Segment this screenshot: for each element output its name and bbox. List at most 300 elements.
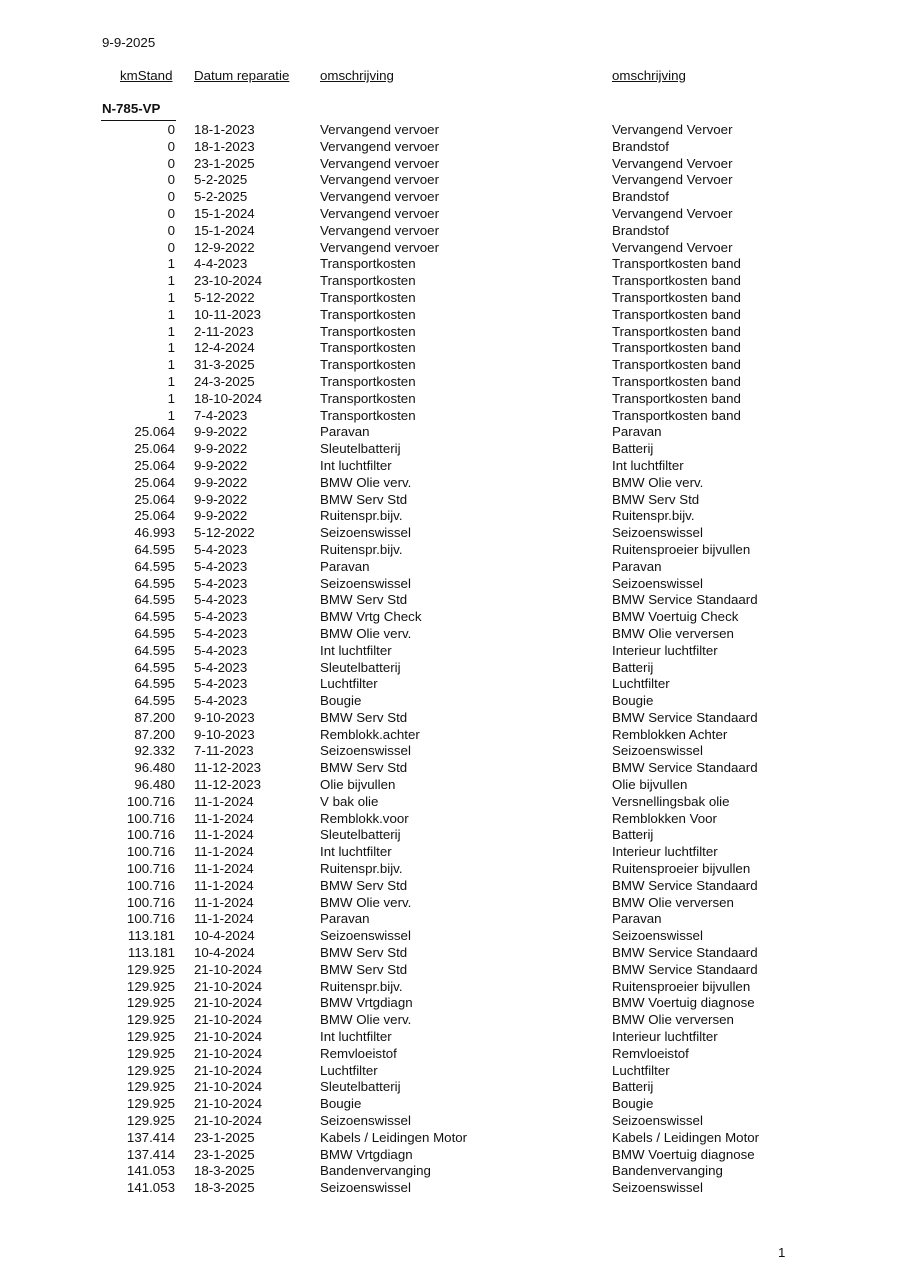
description-full-cell: Transportkosten band (612, 357, 741, 373)
date-cell: 11-1-2024 (194, 844, 254, 860)
description-full-cell: Luchtfilter (612, 1062, 670, 1078)
date-cell: 12-9-2022 (194, 239, 255, 255)
table-row (0, 895, 905, 912)
description-full-cell: Remblokken Voor (612, 810, 717, 826)
description-full-cell: Int luchtfilter (612, 457, 684, 473)
table-row (0, 1163, 905, 1180)
table-row (0, 609, 905, 626)
description-cell: Vervangend vervoer (320, 122, 440, 137)
description-cell: Bougie (320, 1096, 362, 1112)
km-cell: 1 (167, 340, 175, 356)
description-cell: BMW Serv Std (320, 961, 408, 977)
km-cell: 0 (167, 155, 175, 171)
km-cell: 137.414 (126, 1146, 175, 1162)
table-row (0, 743, 905, 760)
date-cell: 9-9-2022 (194, 424, 248, 440)
description-full-cell: Batterij (612, 827, 654, 843)
table-row (0, 424, 905, 441)
table-row (0, 189, 905, 206)
table-row (0, 1063, 905, 1080)
km-cell: 0 (167, 205, 175, 221)
description-cell: Transportkosten (320, 357, 416, 373)
table-row (0, 139, 905, 156)
description-full-cell: Interieur luchtfilter (612, 844, 718, 860)
km-cell: 0 (167, 222, 175, 238)
description-full-cell: Seizoenswissel (612, 1113, 703, 1129)
km-cell: 100.716 (126, 793, 175, 809)
description-full-cell: BMW Voertuig diagnose (612, 1146, 755, 1162)
date-cell: 21-10-2024 (194, 1079, 263, 1095)
km-cell: 64.595 (134, 676, 175, 692)
description-cell: Luchtfilter (320, 1062, 378, 1078)
date-cell: 18-10-2024 (194, 390, 263, 406)
km-cell: 113.181 (127, 945, 175, 961)
date-cell: 2-11-2023 (194, 323, 254, 339)
date-cell: 5-2-2025 (194, 189, 248, 205)
description-full-cell: Ruitensproeier bijvullen (612, 978, 751, 994)
description-full-cell: Transportkosten band (612, 407, 741, 423)
km-cell: 129.925 (126, 1062, 175, 1078)
description-cell: Int luchtfilter (320, 642, 392, 658)
date-cell: 11-1-2024 (194, 911, 254, 927)
date-cell: 24-3-2025 (194, 373, 255, 389)
description-full-cell: Remvloeistof (612, 1045, 689, 1061)
table-row (0, 542, 905, 559)
description-cell: Vervangend vervoer (320, 172, 440, 188)
table-row (0, 391, 905, 408)
km-cell: 92.332 (134, 743, 175, 759)
km-cell: 100.716 (126, 810, 175, 826)
km-cell: 64.595 (134, 541, 175, 557)
table-row (0, 727, 905, 744)
description-full-cell: Transportkosten band (612, 256, 741, 272)
description-cell: Transportkosten (320, 306, 416, 322)
description-full-cell: Versnellingsbak olie (612, 793, 730, 809)
km-cell: 100.716 (126, 827, 175, 843)
table-row (0, 710, 905, 727)
description-cell: BMW Olie verv. (320, 625, 412, 641)
description-cell: Sleutelbatterij (320, 1079, 401, 1095)
description-cell: Kabels / Leidingen Motor (320, 1129, 468, 1145)
header-description-2: omschrijving (612, 68, 686, 83)
table-row (0, 408, 905, 425)
description-full-cell: Batterij (612, 659, 654, 675)
description-full-cell: BMW Olie verv. (612, 474, 704, 490)
description-full-cell: Bandenvervanging (612, 1163, 723, 1179)
date-cell: 7-4-2023 (194, 407, 248, 423)
header-date: Datum reparatie (194, 68, 290, 83)
date-cell: 21-10-2024 (194, 1096, 263, 1112)
km-cell: 100.716 (126, 844, 175, 860)
km-cell: 64.595 (134, 642, 175, 658)
description-full-cell: Batterij (612, 1079, 654, 1095)
km-cell: 1 (167, 256, 175, 272)
table-row (0, 307, 905, 324)
table-row (0, 525, 905, 542)
date-cell: 5-4-2023 (194, 609, 248, 625)
description-full-cell: Transportkosten band (612, 390, 741, 406)
date-cell: 10-11-2023 (194, 306, 262, 322)
date-cell: 9-10-2023 (194, 726, 255, 742)
description-full-cell: Brandstof (612, 189, 669, 205)
description-full-cell: Luchtfilter (612, 676, 670, 692)
table-row (0, 945, 905, 962)
description-cell: Paravan (320, 911, 370, 927)
description-cell: BMW Serv Std (320, 945, 408, 961)
date-cell: 5-4-2023 (194, 575, 248, 591)
date-cell: 21-10-2024 (194, 961, 263, 977)
date-cell: 5-4-2023 (194, 541, 248, 557)
description-cell: Olie bijvullen (320, 777, 396, 793)
table-row (0, 995, 905, 1012)
km-cell: 1 (167, 273, 175, 289)
date-cell: 9-9-2022 (194, 441, 248, 457)
description-cell: Paravan (320, 424, 370, 440)
description-full-cell: BMW Olie verversen (612, 625, 734, 641)
date-cell: 23-1-2025 (194, 1146, 255, 1162)
table-row (0, 811, 905, 828)
description-cell: Vervangend vervoer (320, 155, 440, 171)
table-row (0, 240, 905, 257)
description-cell: BMW Serv Std (320, 491, 408, 507)
table-row (0, 122, 905, 139)
table-row (0, 1147, 905, 1164)
table-row (0, 273, 905, 290)
table-row (0, 1113, 905, 1130)
date-cell: 9-9-2022 (194, 474, 248, 490)
km-cell: 64.595 (134, 592, 175, 608)
date-cell: 10-4-2024 (194, 928, 255, 944)
repair-table (0, 122, 905, 1197)
table-row (0, 979, 905, 996)
header-description-1: omschrijving (320, 68, 394, 83)
description-cell: Bandenvervanging (320, 1163, 431, 1179)
page-number: 1 (778, 1245, 786, 1260)
table-row (0, 576, 905, 593)
km-cell: 0 (167, 239, 175, 255)
description-cell: Transportkosten (320, 256, 416, 272)
table-row (0, 1180, 905, 1197)
km-cell: 64.595 (134, 575, 175, 591)
description-full-cell: Transportkosten band (612, 273, 741, 289)
table-row (0, 878, 905, 895)
description-cell: BMW Vrtgdiagn (320, 995, 413, 1011)
description-full-cell: Ruitensproeier bijvullen (612, 861, 751, 877)
description-cell: Transportkosten (320, 323, 416, 339)
km-cell: 1 (167, 407, 175, 423)
table-row (0, 911, 905, 928)
km-cell: 129.925 (126, 961, 175, 977)
description-full-cell: Seizoenswissel (612, 928, 703, 944)
km-cell: 129.925 (126, 1079, 175, 1095)
km-cell: 25.064 (134, 457, 175, 473)
km-cell: 96.480 (134, 760, 175, 776)
km-cell: 1 (167, 306, 175, 322)
km-cell: 25.064 (134, 474, 175, 490)
km-cell: 25.064 (134, 441, 175, 457)
description-cell: Transportkosten (320, 273, 416, 289)
description-full-cell: Transportkosten band (612, 340, 741, 356)
table-row (0, 357, 905, 374)
description-full-cell: Transportkosten band (612, 306, 741, 322)
date-cell: 21-10-2024 (194, 978, 263, 994)
table-row (0, 1079, 905, 1096)
date-cell: 11-1-2024 (194, 810, 254, 826)
description-full-cell: BMW Service Standaard (612, 592, 758, 608)
table-row (0, 290, 905, 307)
table-row (0, 1029, 905, 1046)
date-cell: 23-10-2024 (194, 273, 263, 289)
table-row (0, 256, 905, 273)
table-row (0, 492, 905, 509)
description-full-cell: Interieur luchtfilter (612, 642, 718, 658)
date-cell: 21-10-2024 (194, 1029, 263, 1045)
description-cell: Ruitenspr.bijv. (320, 541, 403, 557)
description-cell: Vervangend vervoer (320, 138, 440, 154)
description-cell: Ruitenspr.bijv. (320, 978, 403, 994)
description-cell: Remblokk.achter (320, 726, 420, 742)
date-cell: 21-10-2024 (194, 995, 263, 1011)
table-row (0, 962, 905, 979)
table-row (0, 1130, 905, 1147)
date-cell: 5-2-2025 (194, 172, 248, 188)
table-row (0, 206, 905, 223)
date-cell: 11-12-2023 (194, 777, 262, 793)
km-cell: 25.064 (134, 508, 175, 524)
description-cell: Paravan (320, 558, 370, 574)
description-cell: Ruitenspr.bijv. (320, 508, 403, 524)
description-cell: Ruitenspr.bijv. (320, 861, 403, 877)
date-cell: 10-4-2024 (194, 945, 255, 961)
km-cell: 141.053 (126, 1163, 175, 1179)
km-cell: 129.925 (126, 978, 175, 994)
km-cell: 100.716 (126, 877, 175, 893)
date-cell: 18-3-2025 (194, 1180, 255, 1196)
table-row (0, 928, 905, 945)
table-row (0, 626, 905, 643)
table-row (0, 676, 905, 693)
description-full-cell: Ruitensproeier bijvullen (612, 541, 751, 557)
km-cell: 1 (167, 323, 175, 339)
description-cell: BMW Olie verv. (320, 894, 412, 910)
description-cell: Transportkosten (320, 340, 416, 356)
km-cell: 25.064 (134, 424, 175, 440)
km-cell: 25.064 (134, 491, 175, 507)
description-full-cell: BMW Olie verversen (612, 1012, 734, 1028)
km-cell: 0 (167, 138, 175, 154)
table-row (0, 1096, 905, 1113)
date-cell: 7-11-2023 (194, 743, 254, 759)
description-cell: Vervangend vervoer (320, 239, 440, 255)
table-row (0, 1012, 905, 1029)
km-cell: 46.993 (134, 525, 175, 541)
km-cell: 100.716 (126, 861, 175, 877)
date-cell: 4-4-2023 (194, 256, 248, 272)
description-cell: Remvloeistof (320, 1045, 397, 1061)
description-full-cell: Seizoenswissel (612, 575, 703, 591)
table-row (0, 172, 905, 189)
description-cell: BMW Vrtg Check (320, 609, 422, 625)
km-cell: 1 (167, 390, 175, 406)
description-full-cell: Seizoenswissel (612, 743, 703, 759)
description-full-cell: Vervangend Vervoer (612, 122, 733, 137)
description-full-cell: Bougie (612, 1096, 654, 1112)
description-cell: BMW Serv Std (320, 592, 408, 608)
description-full-cell: Remblokken Achter (612, 726, 728, 742)
description-cell: Vervangend vervoer (320, 205, 440, 221)
date-cell: 11-12-2023 (194, 760, 262, 776)
km-cell: 129.925 (126, 1096, 175, 1112)
description-cell: Transportkosten (320, 373, 416, 389)
description-cell: Sleutelbatterij (320, 659, 401, 675)
km-cell: 96.480 (134, 777, 175, 793)
description-full-cell: Vervangend Vervoer (612, 205, 733, 221)
date-cell: 11-1-2024 (194, 793, 254, 809)
date-cell: 21-10-2024 (194, 1113, 263, 1129)
description-full-cell: Batterij (612, 441, 654, 457)
table-row (0, 592, 905, 609)
description-cell: Int luchtfilter (320, 844, 392, 860)
km-cell: 1 (167, 289, 175, 305)
table-row (0, 1046, 905, 1063)
description-cell: BMW Serv Std (320, 877, 408, 893)
description-cell: Seizoenswissel (320, 525, 411, 541)
description-cell: Int luchtfilter (320, 457, 392, 473)
date-cell: 21-10-2024 (194, 1062, 263, 1078)
km-cell: 129.925 (126, 1045, 175, 1061)
km-cell: 87.200 (134, 709, 175, 725)
description-cell: Transportkosten (320, 289, 416, 305)
description-full-cell: Kabels / Leidingen Motor (612, 1129, 760, 1145)
table-row (0, 660, 905, 677)
print-date: 9-9-2025 (102, 35, 156, 50)
date-cell: 21-10-2024 (194, 1012, 263, 1028)
description-cell: Int luchtfilter (320, 1029, 392, 1045)
table-row (0, 693, 905, 710)
date-cell: 23-1-2025 (194, 155, 255, 171)
description-full-cell: Brandstof (612, 222, 669, 238)
km-cell: 64.595 (134, 625, 175, 641)
km-cell: 129.925 (126, 1113, 175, 1129)
km-cell: 1 (167, 357, 175, 373)
description-full-cell: Paravan (612, 558, 662, 574)
km-cell: 137.414 (126, 1129, 175, 1145)
km-cell: 64.595 (134, 659, 175, 675)
description-cell: Seizoenswissel (320, 575, 411, 591)
date-cell: 5-4-2023 (194, 642, 248, 658)
km-cell: 113.181 (127, 928, 175, 944)
date-cell: 5-12-2022 (194, 289, 255, 305)
table-row (0, 441, 905, 458)
date-cell: 5-4-2023 (194, 659, 248, 675)
description-full-cell: Seizoenswissel (612, 525, 703, 541)
description-cell: Seizoenswissel (320, 743, 411, 759)
km-cell: 0 (167, 189, 175, 205)
description-cell: Transportkosten (320, 390, 416, 406)
km-cell: 0 (167, 122, 175, 137)
description-cell: Luchtfilter (320, 676, 378, 692)
date-cell: 31-3-2025 (194, 357, 255, 373)
date-cell: 12-4-2024 (194, 340, 255, 356)
license-plate: N-785-VP (102, 101, 161, 116)
description-cell: Seizoenswissel (320, 1113, 411, 1129)
header-km: kmStand (120, 68, 173, 83)
description-cell: Sleutelbatterij (320, 827, 401, 843)
description-cell: BMW Serv Std (320, 709, 408, 725)
description-cell: BMW Olie verv. (320, 1012, 412, 1028)
description-cell: Vervangend vervoer (320, 222, 440, 238)
description-full-cell: BMW Service Standaard (612, 961, 758, 977)
description-full-cell: BMW Olie verversen (612, 894, 734, 910)
description-full-cell: Bougie (612, 693, 654, 709)
description-full-cell: BMW Voertuig Check (612, 609, 739, 625)
description-cell: BMW Vrtgdiagn (320, 1146, 413, 1162)
km-cell: 87.200 (134, 726, 175, 742)
date-cell: 9-9-2022 (194, 491, 248, 507)
table-row (0, 559, 905, 576)
km-cell: 64.595 (134, 558, 175, 574)
km-cell: 0 (167, 172, 175, 188)
table-row (0, 844, 905, 861)
description-full-cell: BMW Voertuig diagnose (612, 995, 755, 1011)
description-full-cell: BMW Service Standaard (612, 877, 758, 893)
description-full-cell: BMW Service Standaard (612, 760, 758, 776)
date-cell: 15-1-2024 (194, 222, 255, 238)
table-row (0, 340, 905, 357)
description-full-cell: Olie bijvullen (612, 777, 688, 793)
date-cell: 5-4-2023 (194, 592, 248, 608)
table-row (0, 861, 905, 878)
km-cell: 129.925 (126, 995, 175, 1011)
date-cell: 11-1-2024 (194, 827, 254, 843)
date-cell: 5-4-2023 (194, 693, 248, 709)
km-cell: 1 (167, 373, 175, 389)
description-cell: Vervangend vervoer (320, 189, 440, 205)
description-full-cell: BMW Serv Std (612, 491, 700, 507)
km-cell: 129.925 (126, 1012, 175, 1028)
description-cell: Bougie (320, 693, 362, 709)
description-full-cell: Vervangend Vervoer (612, 155, 733, 171)
km-cell: 100.716 (126, 894, 175, 910)
table-row (0, 777, 905, 794)
description-full-cell: Interieur luchtfilter (612, 1029, 718, 1045)
date-cell: 18-1-2023 (194, 138, 255, 154)
km-cell: 64.595 (134, 609, 175, 625)
km-cell: 64.595 (134, 693, 175, 709)
date-cell: 18-1-2023 (194, 122, 255, 137)
description-full-cell: BMW Service Standaard (612, 945, 758, 961)
date-cell: 15-1-2024 (194, 205, 255, 221)
description-full-cell: Transportkosten band (612, 323, 741, 339)
table-row (0, 508, 905, 525)
table-row (0, 760, 905, 777)
description-cell: Sleutelbatterij (320, 441, 401, 457)
description-full-cell: Transportkosten band (612, 289, 741, 305)
km-cell: 100.716 (126, 911, 175, 927)
description-cell: BMW Olie verv. (320, 474, 412, 490)
date-cell: 11-1-2024 (194, 861, 254, 877)
description-full-cell: Vervangend Vervoer (612, 172, 733, 188)
table-row (0, 223, 905, 240)
table-row (0, 156, 905, 173)
date-cell: 5-4-2023 (194, 625, 248, 641)
description-cell: Transportkosten (320, 407, 416, 423)
description-cell: Seizoenswissel (320, 928, 411, 944)
description-full-cell: Vervangend Vervoer (612, 239, 733, 255)
description-full-cell: Seizoenswissel (612, 1180, 703, 1196)
table-row (0, 827, 905, 844)
date-cell: 11-1-2024 (194, 894, 254, 910)
